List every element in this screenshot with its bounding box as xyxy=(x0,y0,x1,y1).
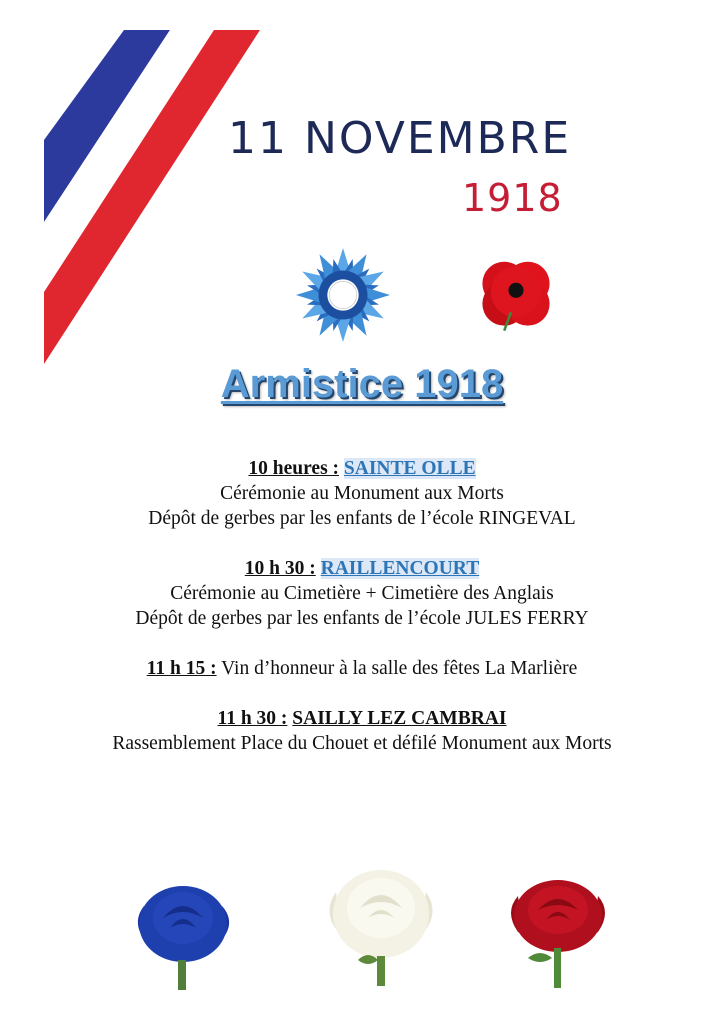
event-line: Dépôt de gerbes par les enfants de l’école RINGEVAL xyxy=(148,508,576,529)
event-inline-text: Vin d’honneur à la salle des fêtes La Marlière xyxy=(221,658,578,679)
cornflower-icon xyxy=(294,246,392,344)
event-sailly xyxy=(0,706,724,756)
tricolor-ribbon xyxy=(0,0,270,370)
roses-row xyxy=(0,848,724,988)
blue-rose-icon xyxy=(118,866,248,990)
event-line: Rassemblement Place du Chouet et défilé Monument aux Morts xyxy=(112,733,612,754)
event-line: Cérémonie au Cimetière + Cimetière des Anglais xyxy=(170,583,554,604)
event-time: 11 h 30 : xyxy=(217,708,288,729)
event-raillencourt xyxy=(0,556,724,631)
white-rose-icon xyxy=(318,852,444,990)
header-title: 11 NOVEMBRE xyxy=(228,113,572,164)
poppy-icon xyxy=(474,250,558,334)
event-heading xyxy=(0,656,724,681)
event-place: SAILLY LEZ CAMBRAI xyxy=(292,708,507,729)
event-heading xyxy=(0,706,724,731)
event-line: Dépôt de gerbes par les enfants de l’école JULES FERRY xyxy=(135,608,589,629)
event-line: Cérémonie au Monument aux Morts xyxy=(220,483,504,504)
main-title: Armistice 1918 xyxy=(220,362,504,406)
event-sainte-olle xyxy=(0,456,724,531)
event-vin-honneur xyxy=(0,656,724,681)
event-time: 10 heures : xyxy=(248,458,340,479)
event-place: RAILLENCOURT xyxy=(320,558,480,579)
event-time: 11 h 15 : xyxy=(146,658,217,679)
header-year: 1918 xyxy=(462,176,563,220)
event-heading xyxy=(0,456,724,481)
red-rose-icon xyxy=(498,862,618,990)
event-heading xyxy=(0,556,724,581)
event-time: 10 h 30 : xyxy=(244,558,316,579)
ceremony-program xyxy=(0,456,724,781)
event-place: SAINTE OLLE xyxy=(343,458,476,479)
